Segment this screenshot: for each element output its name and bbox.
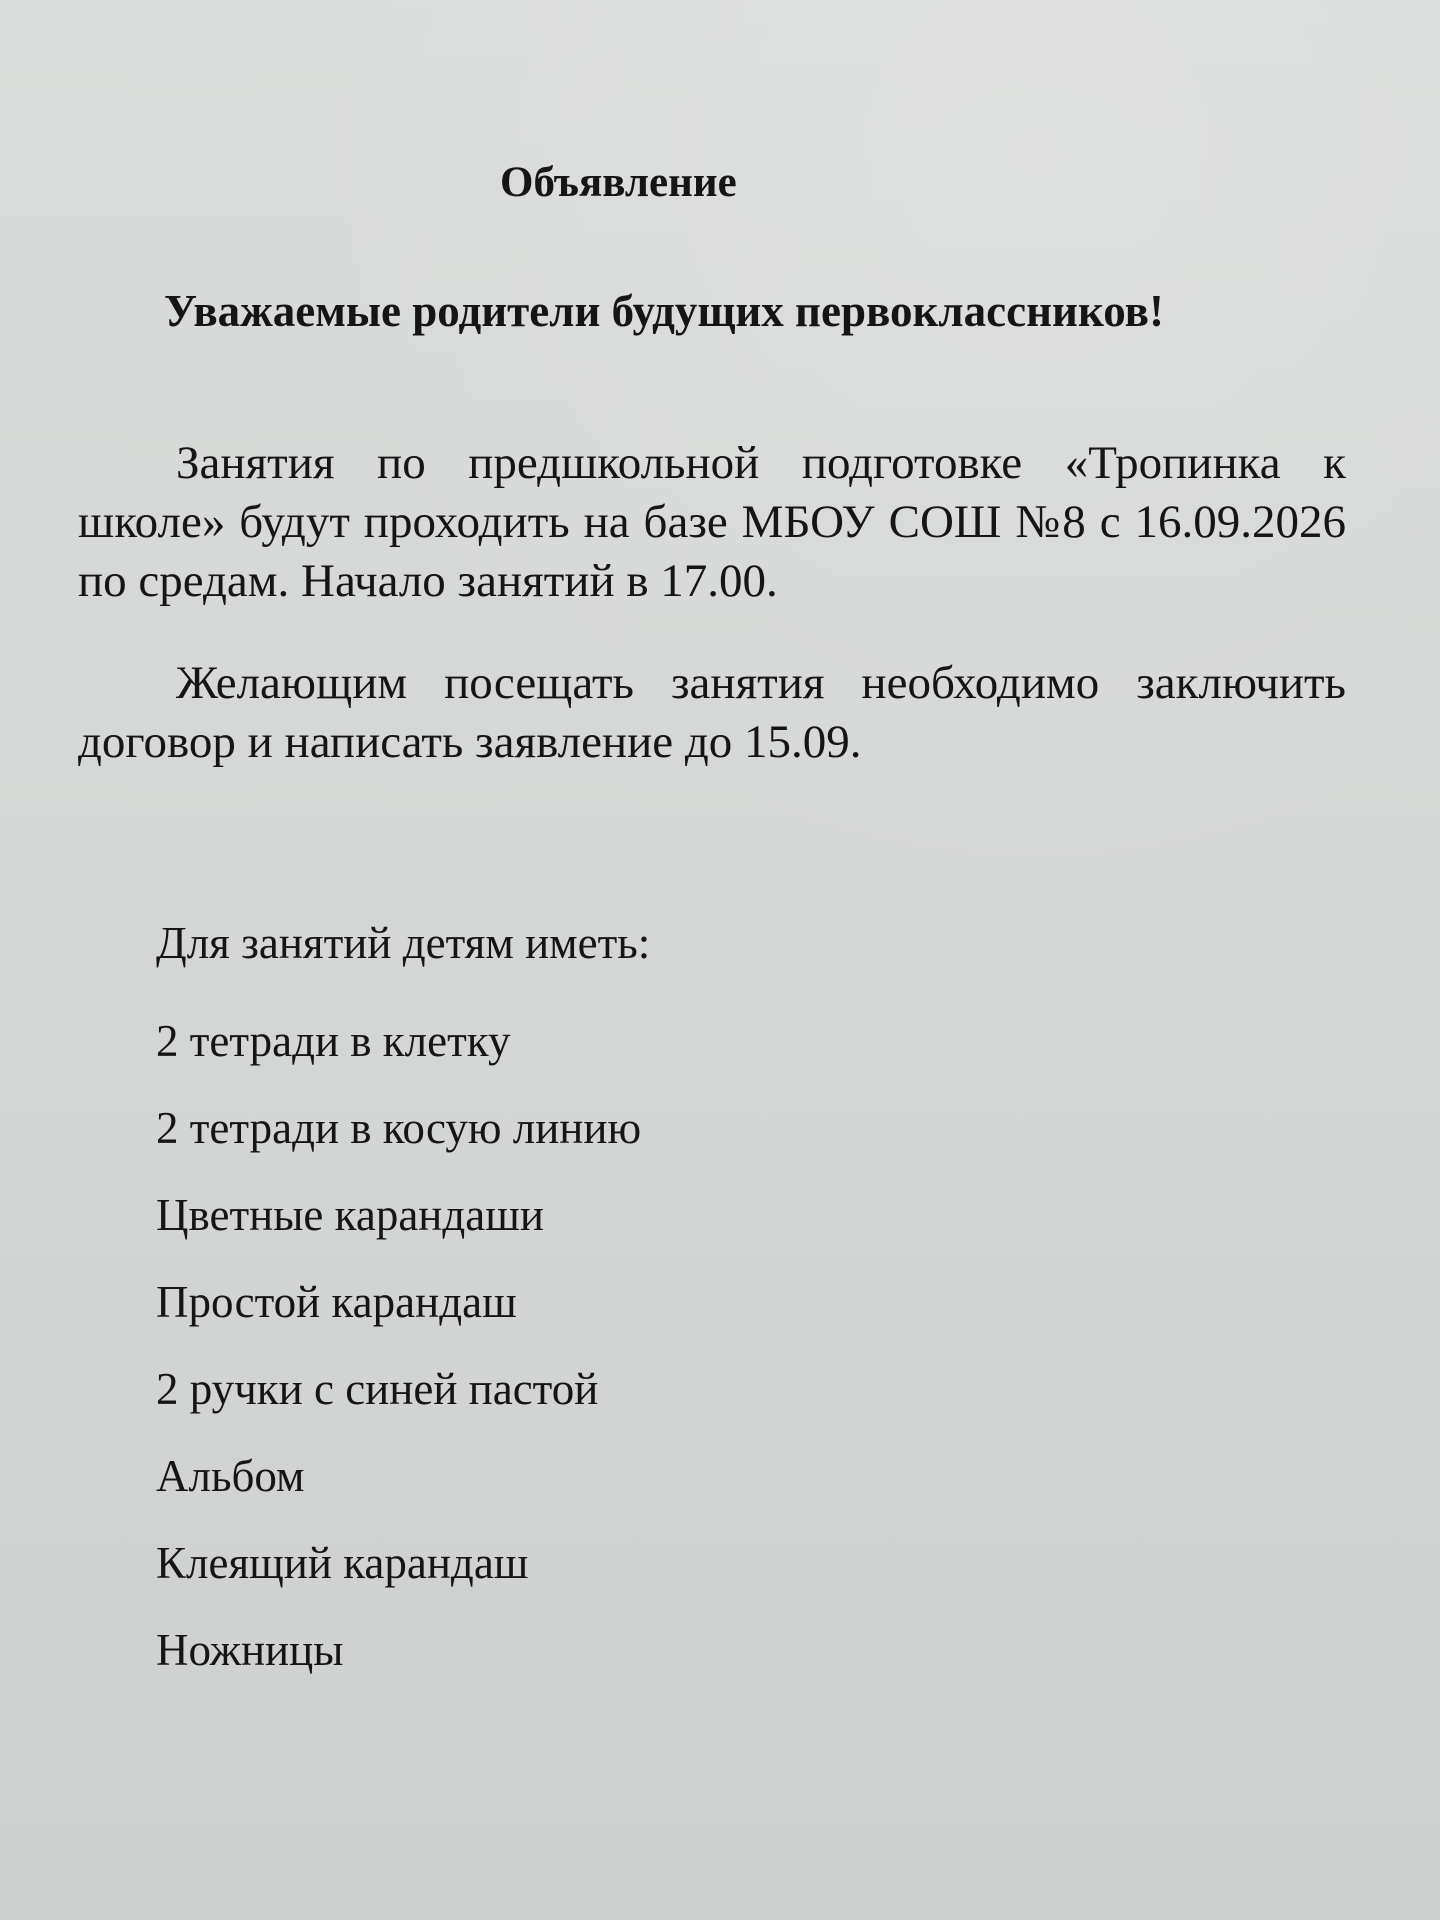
supplies-title: Для занятий детям иметь: bbox=[156, 918, 651, 968]
supply-item: Ножницы bbox=[156, 1625, 344, 1675]
supply-item: 2 ручки с синей пастой bbox=[156, 1364, 599, 1414]
announcement-title: Объявление bbox=[500, 159, 737, 206]
schedule-paragraph: Занятия по предшкольной подготовке «Тропинка к школе» будут проходить на базе МБОУ СОШ №8 с 16.09.2026 по средам. Начало занятий в 17.00. bbox=[78, 437, 1346, 607]
supplies-list bbox=[156, 998, 641, 1694]
supply-item: Клеящий карандаш bbox=[156, 1538, 529, 1588]
supply-item: Цветные карандаши bbox=[156, 1190, 544, 1240]
greeting: Уважаемые родители будущих первоклассников! bbox=[164, 286, 1164, 336]
registration-paragraph: Желающим посещать занятия необходимо заключить договор и написать заявление до 15.09. bbox=[78, 657, 1346, 768]
supply-item: Простой карандаш bbox=[156, 1277, 517, 1327]
supply-item: 2 тетради в клетку bbox=[156, 1016, 511, 1066]
supply-item: 2 тетради в косую линию bbox=[156, 1103, 642, 1153]
supply-item: Альбом bbox=[156, 1451, 305, 1501]
